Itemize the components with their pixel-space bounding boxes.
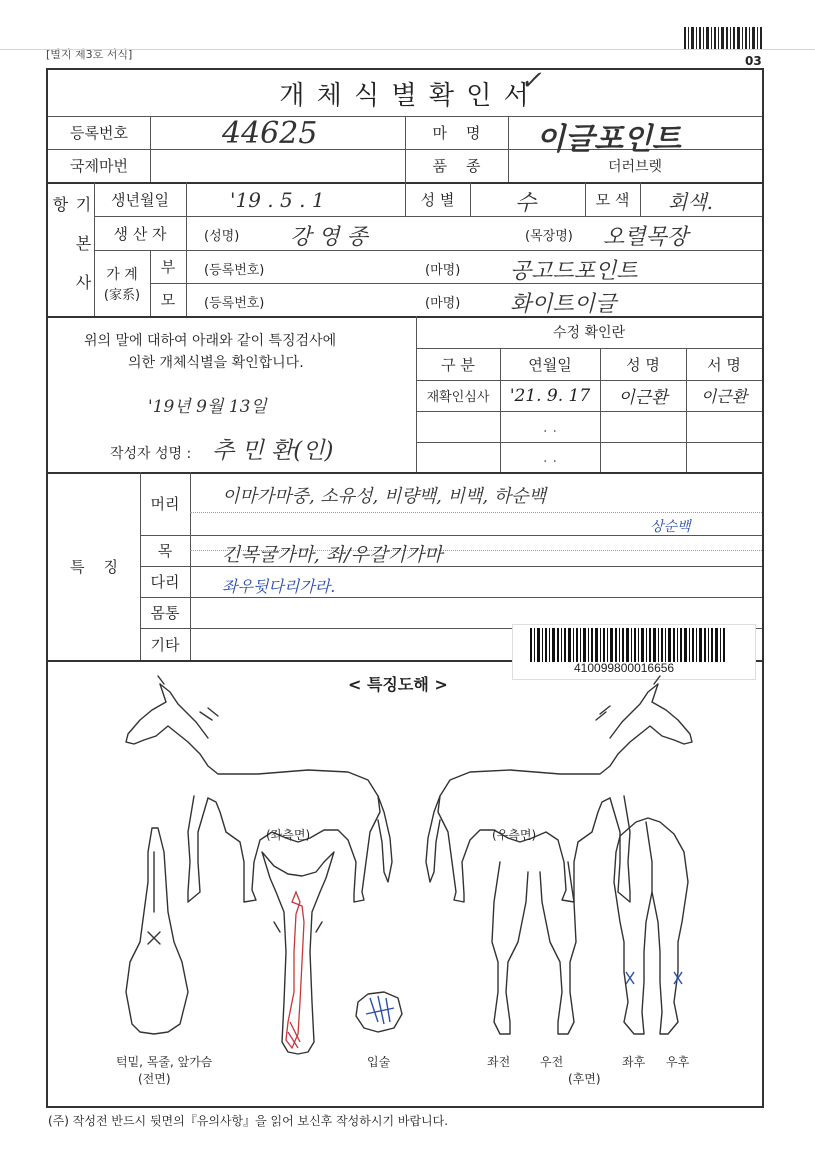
horse-diagram	[48, 662, 762, 1102]
writer-value: 추 민 환(인)	[212, 438, 334, 464]
revision-title: 수정 확인란	[552, 325, 626, 341]
rear-view-label: (후면)	[568, 1072, 601, 1086]
rear-view-drawing	[614, 818, 688, 1034]
body-label: 몸통	[150, 604, 180, 622]
legs-value: 좌우뒷다리가라.	[222, 577, 336, 596]
front-left-label: 좌전	[487, 1055, 511, 1069]
head-value: 이마가마중, 소유성, 비량백, 비백, 하순백	[222, 486, 546, 507]
coat-label: 모 색	[595, 190, 630, 209]
left-side-label: (좌측면)	[266, 828, 311, 842]
farm-name-paren: (목장명)	[525, 229, 573, 244]
header-rule	[0, 49, 815, 50]
revision-col-name: 성 명	[626, 355, 660, 374]
intl-no-label: 국제마번	[70, 157, 128, 175]
front-legs-drawing	[492, 862, 576, 1034]
footer-note: (주) 작성전 반드시 뒷면의『유의사항』을 읽어 보신후 작성하시기 바랍니다.	[48, 1114, 449, 1128]
dam-mname-paren: (마명)	[425, 296, 461, 311]
front-view-label: (전면)	[138, 1072, 171, 1086]
family-label	[94, 250, 150, 316]
revision-row1-date: '21. 9. 17	[509, 385, 591, 406]
front-right-label: 우전	[540, 1055, 564, 1069]
features-section-label: 특 징	[69, 557, 119, 576]
sire-label: 부	[160, 258, 176, 276]
horse-name-label: 마 명	[432, 124, 481, 142]
left-side-horse-drawing	[126, 676, 392, 902]
dam-label: 모	[160, 291, 176, 309]
family-label-1: 가 계	[106, 266, 138, 283]
neck-chest-label: 턱밑, 목줄, 앞가슴	[116, 1055, 213, 1069]
sex-label: 성 별	[420, 190, 455, 209]
basic-section-label: 기 본 사 항	[50, 196, 92, 292]
farm-name: 오렬목장	[603, 225, 689, 250]
breeder-name: 강 영 종	[290, 225, 368, 250]
revision-row3-date: . .	[542, 448, 558, 466]
legs-label: 다리	[150, 573, 180, 591]
revision-row1-category: 재확인심사	[426, 390, 490, 405]
breeder-label: 생 산 자	[113, 224, 167, 243]
hind-right-label: 우후	[666, 1055, 690, 1069]
form-number: [별지 제3호 서식]	[46, 48, 133, 61]
diagram-title: < 특징도해 >	[348, 675, 448, 694]
sire-name: 공고드포인트	[510, 259, 638, 284]
writer-label: 작성자 성명 :	[110, 446, 192, 462]
revision-col-date: 연월일	[528, 355, 572, 374]
horse-name-value: 이글포인트	[536, 122, 681, 157]
check-mark: ✓	[520, 66, 542, 96]
reg-no-value: 44625	[222, 116, 318, 151]
neck-label: 목	[157, 542, 173, 560]
reg-no-label: 등록번호	[70, 124, 128, 142]
sex-value: 수	[515, 191, 537, 216]
sire-mname-paren: (마명)	[425, 263, 461, 278]
revision-row2-date: . .	[542, 417, 558, 436]
right-side-label: (우측면)	[492, 828, 537, 842]
dam-reg-paren: (등록번호)	[204, 296, 265, 311]
document-title: 개 체 식 별 확 인 서	[279, 80, 531, 111]
dam-name: 화이트이글	[510, 292, 617, 317]
sire-reg-paren: (등록번호)	[204, 263, 265, 278]
revision-col-sign: 서 명	[707, 355, 741, 374]
top-barcode	[684, 27, 762, 49]
family-label-2: (家系)	[103, 287, 141, 303]
confirm-statement-2: 의한 개체식별을 확인합니다.	[128, 355, 304, 371]
lips-label: 입술	[367, 1055, 391, 1069]
birth-value: '19 . 5 . 1	[230, 188, 325, 212]
revision-row1-sign: 이근환	[700, 387, 748, 406]
page-code: 03	[745, 54, 762, 68]
head-note: 상순백	[650, 519, 691, 535]
revision-row1-name: 이근환	[618, 388, 668, 408]
breeder-name-paren: (성명)	[204, 229, 240, 244]
coat-value: 회색.	[668, 190, 713, 214]
sticker-barcode	[530, 628, 726, 662]
hind-left-label: 좌후	[622, 1055, 646, 1069]
birth-label: 생년월일	[111, 190, 169, 209]
etc-label: 기타	[150, 635, 180, 654]
confirm-date: '19년 9월 13일	[148, 397, 267, 417]
front-neck-chest-drawing	[126, 828, 188, 1034]
confirm-statement-1: 위의 말에 대하여 아래와 같이 특징검사에	[84, 333, 337, 349]
neck-value: 긴목굴가마, 좌/우갈기가마	[222, 544, 443, 566]
breed-value: 더러브렛	[607, 158, 663, 175]
head-label: 머리	[150, 495, 180, 513]
revision-col-category: 구 분	[441, 355, 475, 374]
breed-label: 품 종	[432, 157, 481, 175]
barcode-number: 410099800016656	[574, 661, 675, 675]
